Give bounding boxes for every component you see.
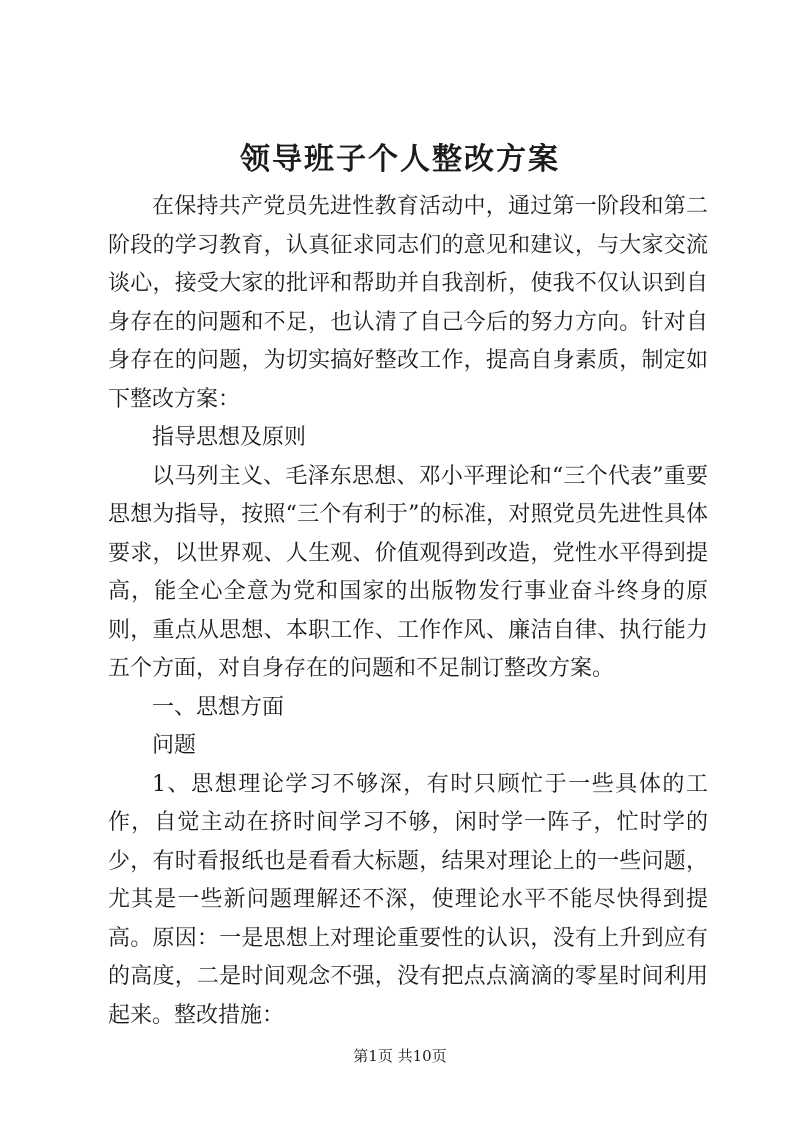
- problem-1-paragraph: 1、思想理论学习不够深，有时只顾忙于一些具体的工作，自觉主动在挤时间学习不够，闲时学一阵子，忙时学的少，有时看报纸也是看看大标题，结果对理论上的一些问题，尤其是一些新问题理解还不深，使理论水平不能尽快得到提高。原因：一是思想上对理论重要性的认识，没有上升到应有的高度，二是时间观念不强，没有把点点滴滴的零星时间利用起来。整改措施：: [108, 771, 708, 1028]
- guiding-principles-paragraph: 以马列主义、毛泽东思想、邓小平理论和“三个代表”重要思想为指导，按照“三个有利于”的标准，对照党员先进性具体要求，以世界观、人生观、价值观得到改造，党性水平得到提高，能全心全意为党和国家的出版物发行事业奋斗终身的原则，重点从思想、本职工作、工作作风、廉洁自律、执行能力五个方面，对自身存在的问题和不足制订整改方案。: [108, 463, 708, 681]
- subheading-problems: 问题: [152, 733, 197, 758]
- document-body: [108, 188, 708, 1035]
- section-heading-guiding-principles: 指导思想及原则: [152, 425, 307, 450]
- document-title: 领导班子个人整改方案: [240, 142, 560, 177]
- intro-paragraph: 在保持共产党员先进性教育活动中，通过第一阶段和第二阶段的学习教育，认真征求同志们的意见和建议，与大家交流谈心，接受大家的批评和帮助并自我剖析，使我不仅认识到自身存在的问题和不足，也认清了自己今后的努力方向。针对自身存在的问题，为切实搞好整改工作，提高自身素质，制定如下整改方案：: [108, 194, 708, 412]
- page-footer: 第1页 共10页: [353, 1047, 447, 1065]
- section-heading-thought: 一、思想方面: [152, 694, 285, 720]
